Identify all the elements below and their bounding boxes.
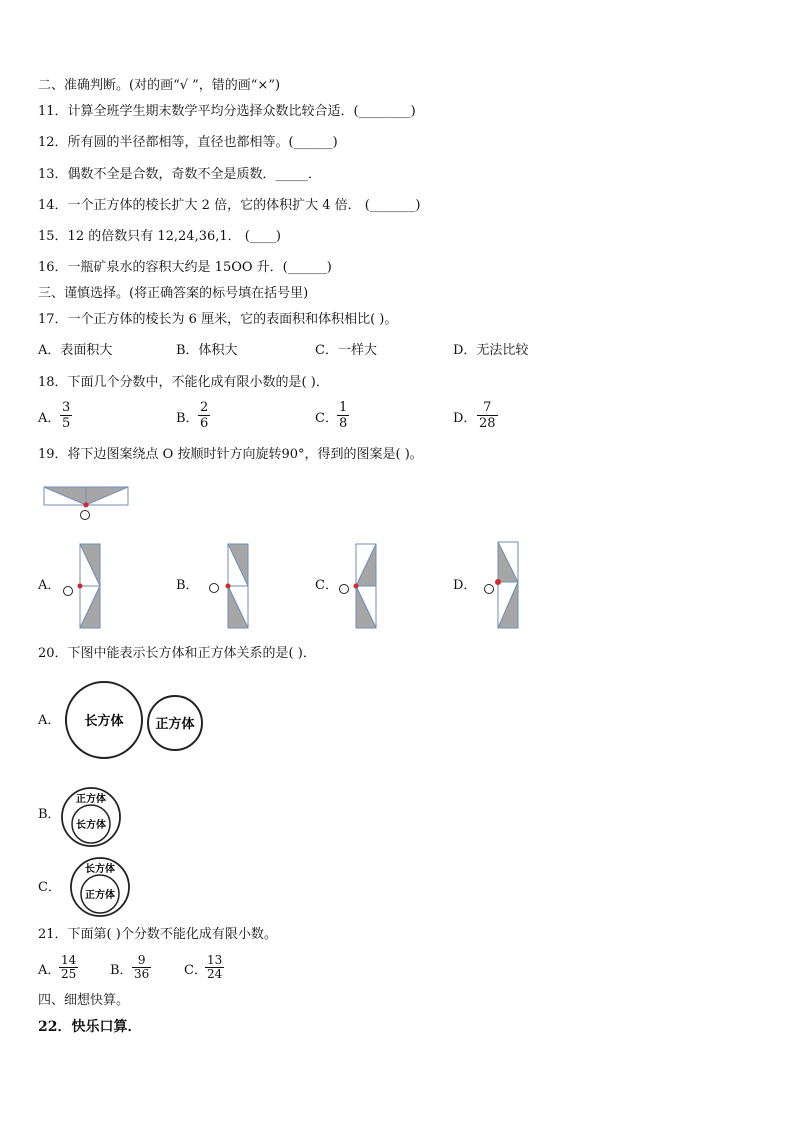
q18-option-c-label: C． <box>315 411 338 426</box>
q17-option-a: A．表面积大 <box>38 343 113 358</box>
question-21-stem: 21．下面第( )个分数不能化成有限小数。 <box>38 927 277 942</box>
q19-option-c-figure <box>336 542 381 632</box>
q19-option-a-label: A． <box>38 578 61 593</box>
q18-option-c-fraction: 1 8 <box>339 400 348 431</box>
q21-option-c-label: C． <box>184 963 207 978</box>
q17-option-b: B．体积大 <box>176 343 238 358</box>
nested-b-inner-label: 长方体 <box>76 820 106 831</box>
q20-option-a-label: A． <box>38 713 61 728</box>
question-14: 14．一个正方体的棱长扩大 2 倍，它的体积扩大 4 倍． (_______) <box>38 198 421 213</box>
nested-c-inner-label: 正方体 <box>85 890 115 901</box>
q17-option-c: C．一样大 <box>315 343 377 358</box>
nested-c-outer-label: 长方体 <box>85 864 115 875</box>
q18-option-a-fraction: 3 5 <box>62 400 71 431</box>
q19-option-b-figure <box>206 542 251 632</box>
question-12: 12．所有圆的半径都相等，直径也都相等。(______) <box>38 135 338 150</box>
q18-option-b-fraction: 2 6 <box>200 400 209 431</box>
section-4-title: 四、细想快算。 <box>38 993 130 1008</box>
circle-label-cuboid: 长方体 <box>84 714 124 729</box>
q19-option-c-label: C． <box>315 578 338 593</box>
q21-option-b-fraction: 9 36 <box>134 953 150 981</box>
q21-option-c-fraction: 13 24 <box>207 953 223 981</box>
question-13: 13．偶数不全是合数，奇数不全是质数．_____． <box>38 167 322 182</box>
q20-option-b-figure <box>60 786 126 850</box>
q18-option-a-label: A． <box>38 411 61 426</box>
nested-b-outer-label: 正方体 <box>76 794 106 805</box>
q21-option-b-label: B． <box>110 963 133 978</box>
q21-option-a-fraction: 14 25 <box>61 953 77 981</box>
q18-option-b-label: B． <box>176 411 199 426</box>
circle-label-cube: 正方体 <box>155 717 195 732</box>
question-16: 16．一瓶矿泉水的容积大约是 15OO 升．(______) <box>38 260 332 275</box>
q17-option-d: D．无法比较 <box>453 343 529 358</box>
question-19-stem: 19．将下边图案绕点 O 按顺时针方向旋转90°，得到的图案是( )。 <box>38 447 423 462</box>
q19-option-d-label: D． <box>453 578 477 593</box>
q20-option-c-label: C． <box>38 880 61 895</box>
question-15: 15．12 的倍数只有 12,24,36,1． (____) <box>38 229 281 244</box>
question-18-stem: 18．下面几个分数中，不能化成有限小数的是( )． <box>38 375 329 390</box>
question-22: 22．快乐口算． <box>38 1019 142 1035</box>
q20-option-b-label: B． <box>38 807 61 822</box>
question-20-stem: 20．下图中能表示长方体和正方体关系的是( )． <box>38 646 316 661</box>
section-3-title: 三、谨慎选择。(将正确答案的标号填在括号里) <box>38 286 309 301</box>
question-17-stem: 17．一个正方体的棱长为 6 厘米，它的表面积和体积相比( )。 <box>38 312 398 327</box>
question-11: 11．计算全班学生期末数学平均分选择众数比较合适．(________) <box>38 104 416 119</box>
q19-original-pattern <box>40 484 135 524</box>
q19-option-d-figure <box>478 540 523 632</box>
q18-option-d-fraction: 7 28 <box>479 400 496 431</box>
q19-option-b-label: B． <box>176 578 199 593</box>
q19-option-a-figure <box>60 542 105 632</box>
q20-option-a-figure <box>62 680 212 762</box>
q20-option-c-figure <box>68 856 134 920</box>
section-2-title: 二、准确判断。(对的画“√ ”，错的画“×”) <box>38 78 281 93</box>
q18-option-d-label: D． <box>453 411 477 426</box>
q21-option-a-label: A． <box>38 963 61 978</box>
